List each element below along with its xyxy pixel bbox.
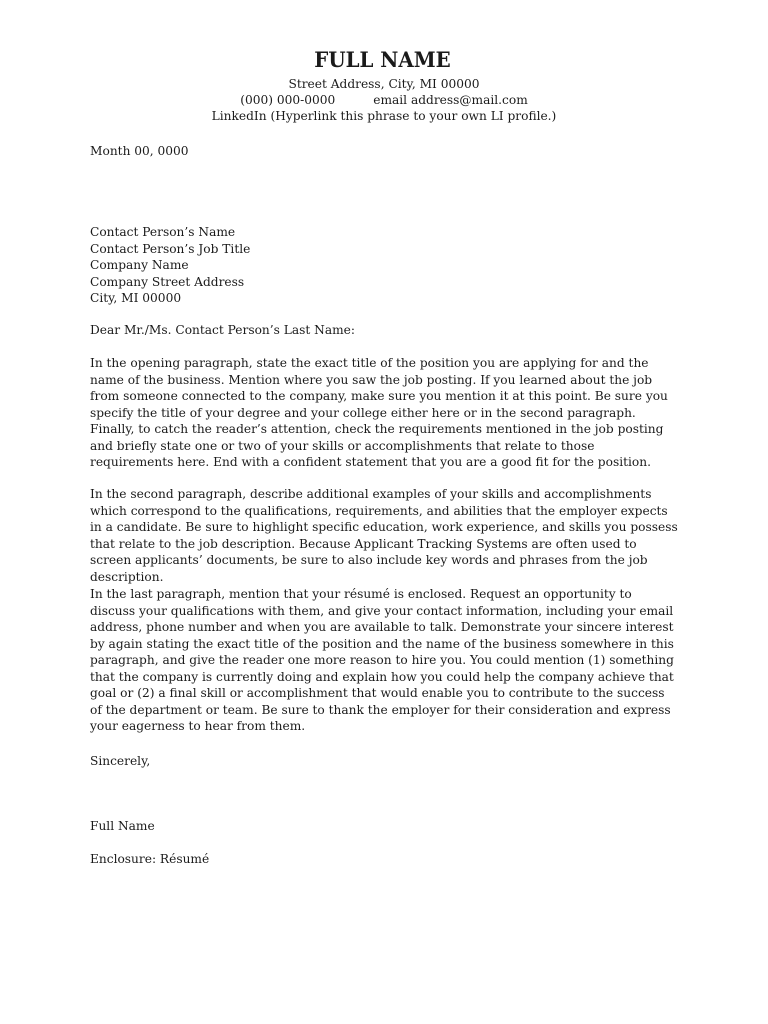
signature-name: Full Name [90,819,155,833]
letter-date: Month 00, 0000 [90,144,189,158]
salutation: Dear Mr./Ms. Contact Person’s Last Name: [90,323,355,337]
recipient-company: Company Name [90,258,189,272]
closing-paragraph: In the last paragraph, mention that your résumé is enclosed. Request an opportunity to discuss your qualifications with them, and give your contact information, including your email address, phone number and when you are available to talk. Demonstrate your sincere interest by again stating the exact title of the position and the name of the business somewhere in this paragraph, and give the reader one more reason to hire you. You could mention (1) something that the company is currently doing and explain how you could help the company achieve that goal or (2) a final skill or accomplishment that would enable you to contribute to the success of the department or team. Be sure to thank the employer for their consideration and express your eagerness to hear from them. [90,587,674,733]
sender-linkedin: LinkedIn (Hyperlink this phrase to your own LI profile.) [211,109,557,123]
recipient-street: Company Street Address [90,274,245,289]
sender-address: Street Address, City, MI 00000 [288,77,480,91]
recipient-city: City, MI 00000 [90,291,182,305]
recipient-name: Contact Person’s Name [90,225,236,239]
letter-header [0,46,768,124]
recipient-block [90,224,680,307]
opening-paragraph: In the opening paragraph, state the exact title of the position you are applying for and the name of the business. Mention where you saw the job posting. If you learned about the job from someone connected to the company, make sure you mention it at this point. Be sure you specify the title of your degree and your college either here or in the second paragraph. Finally, to catch the reader’s attention, check the requirements mentioned in the job posting and briefly state one or two of your skills or accomplishments that relate to those requirements here. End with a confident statement that you are a good fit for the position. [90,356,668,469]
contact-spacer [335,92,373,108]
enclosure-line: Enclosure: Résumé [90,852,210,866]
sender-email: email address@mail.com [373,93,528,107]
recipient-job-title: Contact Person’s Job Title [90,241,251,256]
sender-contact-row [0,92,768,108]
sender-phone: (000) 000-0000 [240,93,336,107]
complimentary-close: Sincerely, [90,754,151,768]
sender-name: FULL NAME [314,48,451,73]
second-paragraph: In the second paragraph, describe additional examples of your skills and accomplishments which correspond to the qualifications, requirements, and abilities that the employer expects in a candidate. Be sure to highlight specific education, work experience, and skills you possess that relate to the job description. Because Applicant Tracking Systems are often used to screen applicants’ documents, be sure to also include key words and phrases from the job description. [90,487,678,584]
